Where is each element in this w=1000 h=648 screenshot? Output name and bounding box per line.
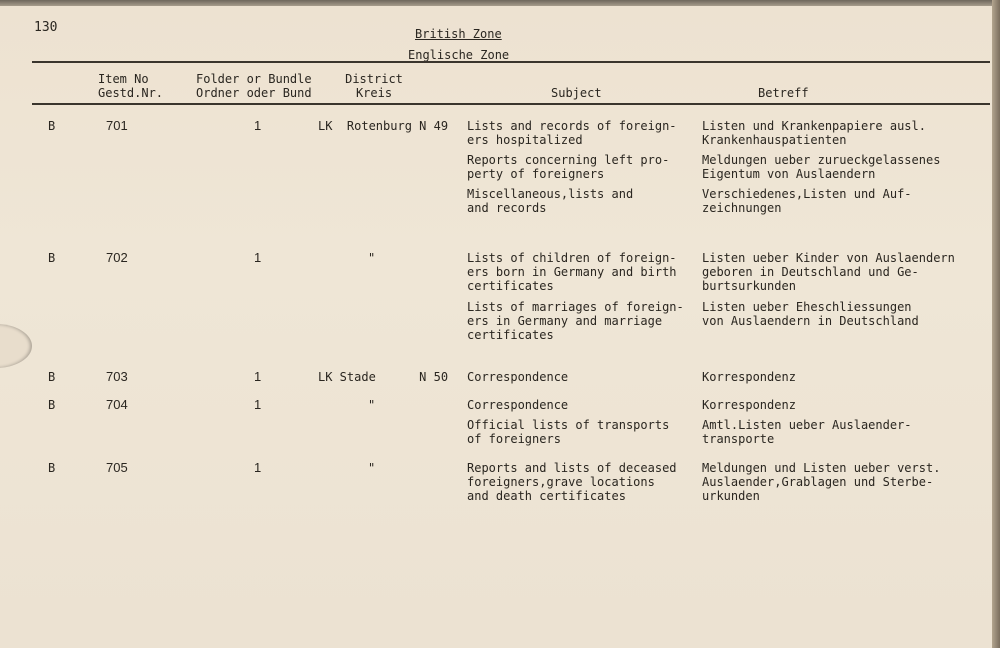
row-subject: Lists and records of foreign- ers hospitalized	[467, 119, 677, 147]
row-folder: 1	[254, 460, 262, 475]
row-district: LK Stade N 50	[318, 370, 449, 384]
row-subject: Miscellaneous,lists and and records	[467, 187, 634, 215]
header-district	[338, 72, 410, 100]
header-rule-bottom	[32, 103, 990, 105]
row-folder: 1	[254, 369, 262, 384]
row-subject: Lists of children of foreign- ers born in Germany and birth certificates	[467, 251, 677, 293]
scan-right-edge	[992, 0, 1000, 648]
page-title: British Zone	[415, 27, 502, 41]
header-folder-de: Ordner oder Bund	[196, 86, 312, 100]
row-folder: 1	[254, 397, 262, 412]
row-subject: Correspondence	[467, 370, 569, 384]
row-item-number: 705	[106, 460, 128, 475]
header-district-en: District	[345, 72, 403, 86]
row-district: "	[368, 398, 376, 412]
row-betreff: Listen und Krankenpapiere ausl. Krankenhauspatienten	[702, 119, 926, 147]
row-district: LK Rotenburg N 49	[318, 119, 449, 133]
row-betreff: Listen ueber Kinder von Auslaendern geboren in Deutschland und Ge- burtsurkunden	[702, 251, 955, 293]
header-item	[98, 72, 163, 100]
row-betreff: Listen ueber Eheschliessungen von Auslaendern in Deutschland	[702, 300, 919, 328]
row-district: "	[368, 251, 376, 265]
page-number: 130	[34, 20, 58, 35]
header-rule-top	[32, 61, 990, 63]
row-betreff: Korrespondenz	[702, 398, 796, 412]
header-item-de: Gestd.Nr.	[98, 86, 164, 100]
row-district: "	[368, 461, 376, 475]
row-letter: B	[48, 370, 56, 384]
header-folder-en: Folder or Bundle	[196, 72, 312, 86]
row-letter: B	[48, 398, 56, 412]
row-subject: Official lists of transports of foreigners	[467, 418, 670, 446]
header-subject: Subject	[551, 86, 602, 100]
row-item-number: 701	[106, 118, 128, 133]
header-betreff: Betreff	[758, 86, 809, 100]
row-betreff: Verschiedenes,Listen und Auf- zeichnungen	[702, 187, 912, 215]
row-letter: B	[48, 461, 56, 475]
row-betreff: Meldungen und Listen ueber verst. Auslaender,Grablagen und Sterbe- urkunden	[702, 461, 941, 503]
row-subject: Reports and lists of deceased foreigners,grave locations and death certificates	[467, 461, 677, 503]
header-district-de: Kreis	[355, 86, 393, 100]
row-subject: Correspondence	[467, 398, 569, 412]
header-item-en: Item No	[98, 72, 149, 86]
header-folder	[196, 72, 312, 100]
row-subject: Reports concerning left pro- perty of foreigners	[467, 153, 670, 181]
document-page	[0, 6, 992, 648]
row-betreff: Korrespondenz	[702, 370, 796, 384]
row-betreff: Amtl.Listen ueber Auslaender- transporte	[702, 418, 912, 446]
row-item-number: 703	[106, 369, 128, 384]
page-subtitle: Englische Zone	[408, 48, 510, 62]
row-letter: B	[48, 251, 56, 265]
row-folder: 1	[254, 250, 262, 265]
row-subject: Lists of marriages of foreign- ers in Germany and marriage certificates	[467, 300, 684, 342]
row-betreff: Meldungen ueber zurueckgelassenes Eigentum von Auslaendern	[702, 153, 941, 181]
row-item-number: 704	[106, 397, 128, 412]
row-letter: B	[48, 119, 56, 133]
row-item-number: 702	[106, 250, 128, 265]
binder-hole	[0, 324, 32, 368]
row-folder: 1	[254, 118, 262, 133]
